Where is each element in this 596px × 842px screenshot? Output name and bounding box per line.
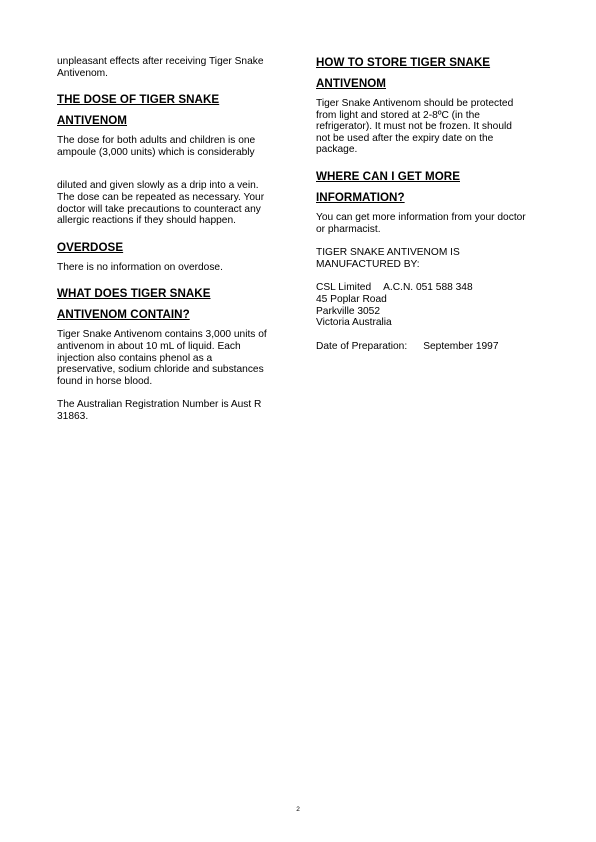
store-paragraph	[316, 98, 538, 156]
text-line: package.	[316, 144, 358, 156]
text-line: injection also contains phenol as a	[57, 352, 213, 364]
company-acn: A.C.N. 051 588 348	[383, 282, 473, 294]
preparation-date	[316, 341, 538, 353]
intro-line: unpleasant effects after receiving Tiger Snake	[57, 56, 264, 67]
info-heading	[316, 170, 538, 183]
store-heading	[316, 56, 538, 69]
address-line: 45 Poplar Road	[316, 293, 387, 305]
text-line: 31863.	[57, 410, 89, 422]
address-line: Parkville 3052	[316, 305, 380, 317]
page-number: 2	[296, 806, 300, 813]
text-line: not be used after the expiry date on the	[316, 132, 494, 144]
overdose-heading: OVERDOSE	[57, 240, 124, 254]
text-line: The Australian Registration Number is Aust R	[57, 399, 262, 411]
contain-heading-cont	[57, 308, 281, 321]
manufacturer-block	[316, 247, 538, 270]
overdose-text: There is no information on overdose.	[57, 261, 223, 273]
preparation-value: September 1997	[423, 340, 499, 352]
registration-text	[57, 399, 281, 422]
text-line: found in horse blood.	[57, 375, 153, 387]
heading-line: WHAT DOES TIGER SNAKE	[57, 287, 211, 301]
company-name: CSL Limited	[316, 282, 372, 294]
dose-paragraph-1	[57, 135, 281, 158]
manufacturer-address	[316, 282, 538, 328]
heading-line: ANTIVENOM	[57, 114, 128, 128]
address-line: Victoria Australia	[316, 317, 392, 329]
dose-paragraph-2	[57, 180, 281, 226]
preparation-label: Date of Preparation:	[316, 340, 408, 352]
text-line: The dose can be repeated as necessary. Your	[57, 191, 265, 203]
text-line: Tiger Snake Antivenom contains 3,000 units of	[57, 329, 267, 341]
info-heading-cont	[316, 191, 538, 204]
contain-heading	[57, 287, 281, 300]
text-line: The dose for both adults and children is one	[57, 135, 256, 147]
text-line: preservative, sodium chloride and substances	[57, 364, 264, 376]
intro-line: Antivenom.	[57, 67, 108, 79]
text-line: allergic reactions if they should happen.	[57, 215, 236, 227]
heading-line: WHERE CAN I GET MORE	[316, 169, 460, 183]
company-row	[316, 282, 473, 293]
heading-line: HOW TO STORE TIGER SNAKE	[316, 56, 491, 69]
text-line: doctor will take precautions to counteract any	[57, 203, 261, 215]
heading-line: ANTIVENOM CONTAIN?	[57, 308, 190, 322]
text-line: refrigerator). It must not be frozen. It should	[316, 121, 512, 133]
text-line: antivenom in about 10 mL of liquid. Each	[57, 340, 241, 352]
info-paragraph	[316, 212, 538, 235]
text-line: Tiger Snake Antivenom should be protected	[316, 98, 514, 109]
text-line: diluted and given slowly as a drip into a vein.	[57, 180, 259, 192]
intro-text	[57, 56, 281, 79]
heading-line: THE DOSE OF TIGER SNAKE	[57, 93, 220, 107]
heading-line: INFORMATION?	[316, 190, 405, 204]
contain-paragraph	[57, 329, 281, 387]
text-line: ampoule (3,000 units) which is considerably	[57, 146, 255, 158]
dose-heading-cont	[57, 114, 281, 127]
text-line: TIGER SNAKE ANTIVENOM IS	[316, 247, 460, 259]
text-line: MANUFACTURED BY:	[316, 258, 420, 270]
right-column	[316, 56, 538, 352]
left-column	[57, 56, 281, 423]
text-line: from light and stored at 2-8ºC (in the	[316, 109, 480, 121]
text-line: You can get more information from your doctor	[316, 211, 526, 223]
store-heading-cont	[316, 77, 538, 90]
text-line: or pharmacist.	[316, 223, 381, 235]
heading-line: ANTIVENOM	[316, 77, 387, 90]
dose-heading	[57, 93, 281, 106]
